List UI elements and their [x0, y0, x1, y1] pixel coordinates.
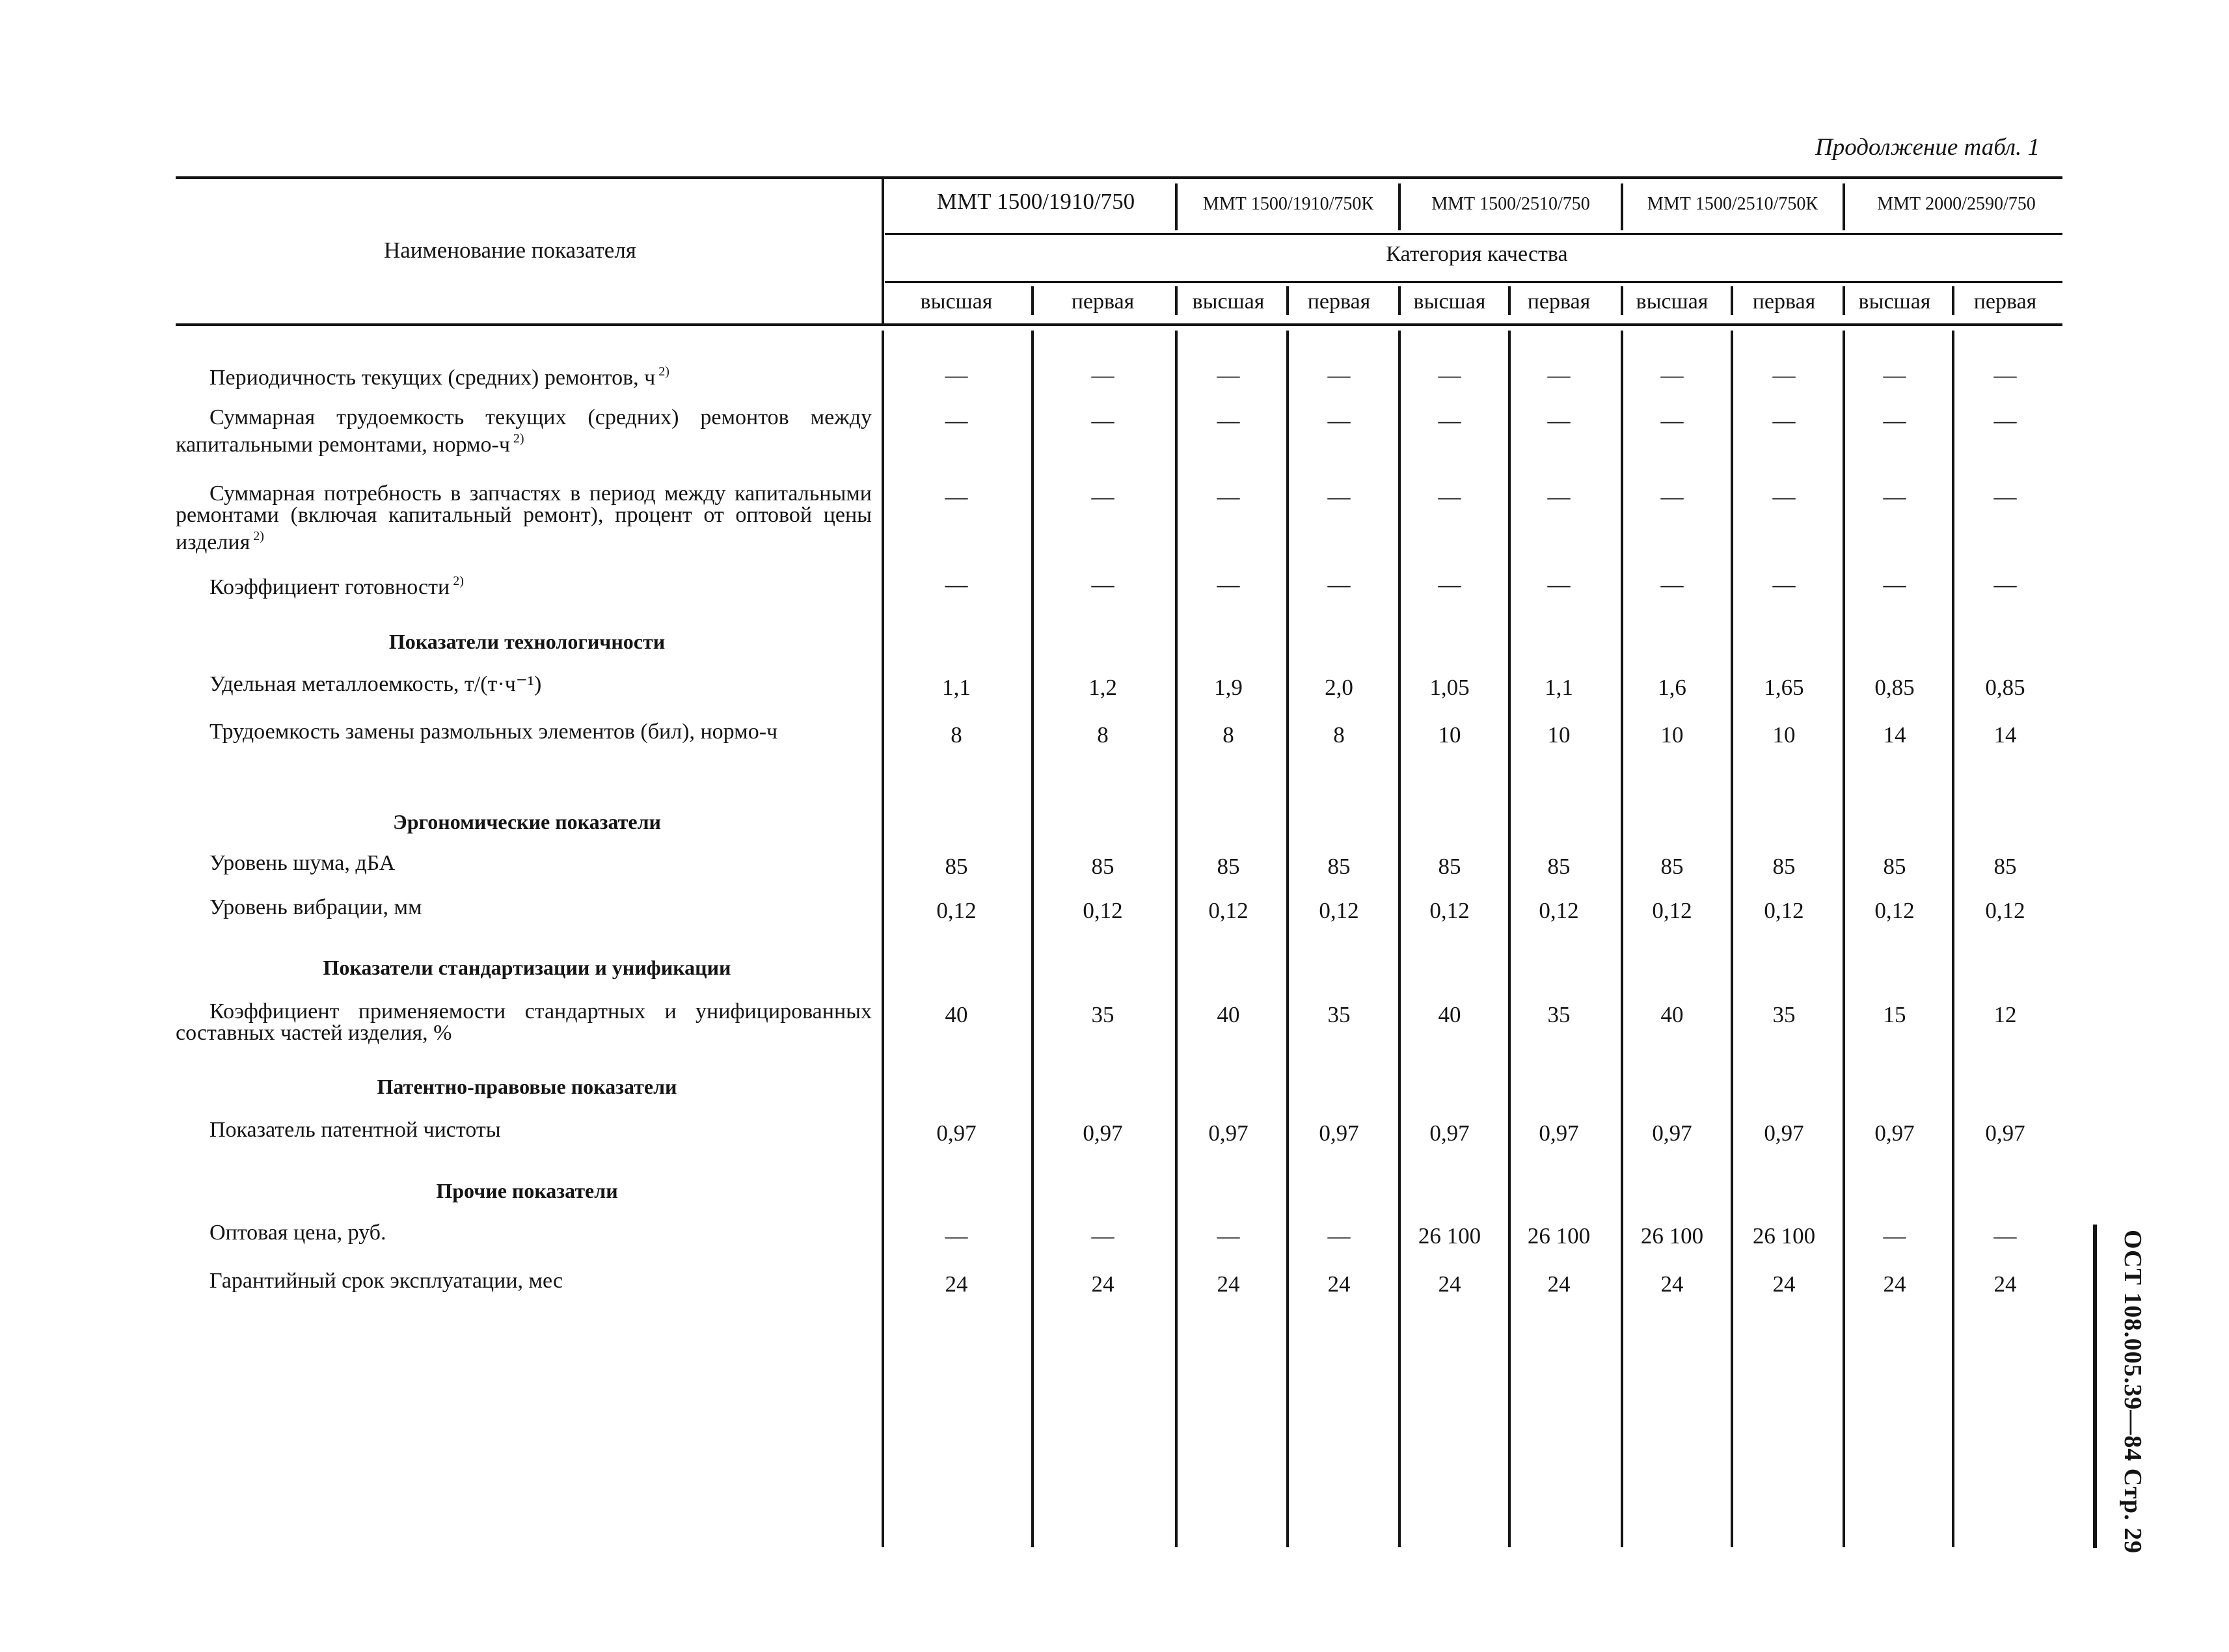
- table-cell: —: [945, 362, 968, 388]
- category-header-6: первая: [1527, 290, 1591, 314]
- table-cell: 0,97: [1429, 1120, 1470, 1146]
- table-cell: —: [1217, 572, 1240, 597]
- header-divider-model-2: [1175, 183, 1178, 230]
- indicator-name-text: Показатель патентной чистоты: [209, 1118, 501, 1142]
- table-cell: 24: [945, 1271, 968, 1297]
- indicator-name: [176, 483, 872, 553]
- table-cell: 0,12: [1764, 898, 1804, 923]
- table-cell: —: [1660, 572, 1684, 597]
- table-cell: 40: [945, 1002, 968, 1027]
- table-cell: 8: [951, 722, 962, 748]
- header-bottom-rule: [176, 323, 2062, 326]
- table-cell: 24: [1547, 1271, 1571, 1297]
- indicator-name: [176, 1270, 872, 1292]
- table-cell: 10: [1547, 722, 1571, 748]
- table-cell: 85: [1547, 854, 1571, 879]
- category-bottom-rule: [885, 281, 2062, 283]
- table-cell: 10: [1772, 722, 1796, 748]
- table-cell: 24: [1883, 1271, 1906, 1297]
- model-header-2: ММТ 1500/1910/750К: [1202, 194, 1374, 214]
- section-title: Показатели стандартизации и унификации: [323, 956, 731, 979]
- category-header-3: высшая: [1192, 290, 1265, 314]
- table-cell: —: [1993, 1223, 2017, 1249]
- table-cell: 0,12: [1539, 898, 1579, 923]
- table-cell: —: [1660, 484, 1684, 509]
- indicator-name: [176, 361, 872, 388]
- table-cell: —: [1217, 408, 1240, 433]
- category-divider-7: [1731, 286, 1733, 315]
- name-column-header: Наименование показателя: [384, 237, 636, 263]
- table-cell: 0,85: [1874, 675, 1915, 700]
- table-cell: 0,12: [1319, 898, 1359, 923]
- category-header-5: высшая: [1413, 290, 1486, 314]
- table-cell: 0,97: [1764, 1120, 1804, 1146]
- table-cell: —: [1993, 362, 2017, 388]
- table-cell: 10: [1660, 722, 1684, 748]
- table-cell: —: [1772, 484, 1796, 509]
- table-cell: —: [1772, 572, 1796, 597]
- table-cell: —: [1883, 1223, 1906, 1249]
- table-cell: 0,97: [936, 1120, 977, 1146]
- table-cell: 12: [1993, 1002, 2017, 1027]
- indicator-name: [176, 407, 872, 455]
- header-divider-name: [882, 178, 884, 325]
- table-cell: 10: [1438, 722, 1461, 748]
- table-cell: 85: [1883, 854, 1906, 879]
- table-cell: 14: [1883, 722, 1906, 748]
- table-cell: 1,2: [1088, 675, 1117, 700]
- indicator-name-text: Коэффициент готовности: [209, 575, 450, 599]
- table-cell: 24: [1091, 1271, 1114, 1297]
- table-cell: 1,6: [1658, 675, 1686, 700]
- category-divider-5: [1508, 286, 1511, 315]
- table-cell: 0,12: [1083, 898, 1123, 923]
- table-cell: —: [1993, 484, 2017, 509]
- table-cell: 1,65: [1764, 675, 1804, 700]
- section-title: Эргономические показатели: [393, 810, 661, 833]
- table-cell: —: [1660, 408, 1684, 433]
- body-column-line-6: [1508, 331, 1511, 1547]
- table-cell: —: [1547, 362, 1571, 388]
- table-cell: 26 100: [1418, 1223, 1481, 1249]
- table-cell: 40: [1438, 1002, 1461, 1027]
- table-cell: —: [1091, 572, 1114, 597]
- indicator-name-text: Суммарная потребность в запчастях в период между капитальными ремонтами (включая капитальный ремонт), процент от оптовой цены изделия: [176, 481, 872, 554]
- table-cell: —: [1547, 484, 1571, 509]
- category-divider-2: [1175, 286, 1178, 315]
- table-cell: 85: [1660, 854, 1684, 879]
- table-cell: —: [1091, 484, 1114, 509]
- table-cell: 0,97: [1083, 1120, 1123, 1146]
- table-cell: 0,97: [1208, 1120, 1249, 1146]
- table-cell: —: [1547, 408, 1571, 433]
- category-header-7: высшая: [1636, 290, 1709, 314]
- table-cell: —: [1091, 1223, 1114, 1249]
- indicator-name-text: Трудоемкость замены размольных элементов (бил), нормо-ч: [209, 720, 778, 744]
- indicator-name: [176, 571, 872, 598]
- table-cell: 0,12: [1208, 898, 1249, 923]
- category-header-8: первая: [1752, 290, 1816, 314]
- category-header-4: первая: [1307, 290, 1371, 314]
- table-cell: 0,97: [1539, 1120, 1579, 1146]
- indicator-name-text: Гарантийный срок эксплуатации, мес: [209, 1269, 563, 1293]
- body-column-line-10: [1952, 331, 1954, 1547]
- body-column-line-7: [1621, 331, 1623, 1547]
- body-column-line-8: [1731, 331, 1733, 1547]
- body-column-line-2: [1031, 331, 1034, 1547]
- footnote-mark: 2): [250, 529, 264, 543]
- table-cell: 14: [1993, 722, 2017, 748]
- body-column-line-9: [1843, 331, 1845, 1547]
- table-cell: —: [945, 484, 968, 509]
- table-cell: —: [1772, 362, 1796, 388]
- table-cell: 35: [1327, 1002, 1351, 1027]
- indicator-name-text: Суммарная трудоемкость текущих (средних) ремонтов между капитальными ремонтами, нормо-ч: [176, 405, 872, 457]
- table-cell: 1,9: [1214, 675, 1243, 700]
- table-cell: —: [1883, 408, 1906, 433]
- footnote-mark: 2): [450, 574, 464, 588]
- table-cell: 35: [1091, 1002, 1114, 1027]
- table-cell: 85: [1327, 854, 1351, 879]
- category-divider-8: [1843, 286, 1845, 315]
- table-cell: 85: [1091, 854, 1114, 879]
- model-header-3: ММТ 1500/2510/750: [1431, 194, 1590, 214]
- table-cell: —: [1883, 362, 1906, 388]
- table-cell: 0,97: [1985, 1120, 2025, 1146]
- table-cell: 0,12: [936, 898, 977, 923]
- table-cell: 1,1: [1545, 675, 1573, 700]
- indicator-name-text: Периодичность текущих (средних) ремонтов, ч: [209, 366, 656, 390]
- indicator-name-text: Уровень шума, дБА: [209, 851, 396, 875]
- table-cell: 1,1: [942, 675, 971, 700]
- table-cell: —: [1772, 408, 1796, 433]
- header-divider-model-3: [1398, 183, 1401, 230]
- table-cell: —: [1217, 1223, 1240, 1249]
- table-cell: —: [1547, 572, 1571, 597]
- table-cell: —: [1217, 362, 1240, 388]
- category-header-10: первая: [1973, 290, 2037, 314]
- indicator-name-text: Уровень вибрации, мм: [209, 895, 422, 919]
- table-cell: 85: [1772, 854, 1796, 879]
- header-divider-model-4: [1621, 183, 1623, 230]
- table-cell: 0,97: [1319, 1120, 1359, 1146]
- indicator-name-text: Коэффициент применяемости стандартных и унифицированных составных частей изделия, %: [176, 999, 872, 1045]
- category-divider-1: [1031, 286, 1034, 315]
- table-cell: —: [1660, 362, 1684, 388]
- table-cell: 1,05: [1429, 675, 1470, 700]
- table-cell: 85: [945, 854, 968, 879]
- body-column-line-4: [1286, 331, 1289, 1547]
- table-cell: —: [1327, 484, 1351, 509]
- table-cell: 85: [1438, 854, 1461, 879]
- table-cell: —: [1883, 572, 1906, 597]
- table-cell: —: [1091, 408, 1114, 433]
- table-cell: 24: [1660, 1271, 1684, 1297]
- model-header-4: ММТ 1500/2510/750К: [1647, 194, 1818, 214]
- indicator-name: [176, 673, 872, 695]
- table-cell: 0,97: [1652, 1120, 1692, 1146]
- table-cell: —: [945, 408, 968, 433]
- table-cell: 0,97: [1874, 1120, 1915, 1146]
- table-cell: 8: [1333, 722, 1345, 748]
- table-cell: —: [1993, 572, 2017, 597]
- category-divider-3: [1286, 286, 1289, 315]
- table-cell: —: [1993, 408, 2017, 433]
- table-cell: 0,12: [1429, 898, 1470, 923]
- table-cell: —: [945, 572, 968, 597]
- table-cell: —: [1327, 572, 1351, 597]
- model-header-5: ММТ 2000/2590/750: [1877, 194, 2036, 214]
- table-cell: 26 100: [1752, 1223, 1816, 1249]
- table-cell: 24: [1993, 1271, 2017, 1297]
- category-divider-4: [1398, 286, 1401, 315]
- table-cell: 26 100: [1640, 1223, 1704, 1249]
- category-divider-9: [1952, 286, 1954, 315]
- body-column-line-5: [1398, 331, 1401, 1547]
- table-cell: 24: [1772, 1271, 1796, 1297]
- table-cell: —: [1438, 362, 1461, 388]
- table-cell: —: [1217, 484, 1240, 509]
- category-top-rule: [885, 233, 2062, 235]
- table-cell: —: [1438, 408, 1461, 433]
- indicator-name: [176, 1001, 872, 1044]
- table-cell: 0,12: [1652, 898, 1692, 923]
- body-column-line-3: [1175, 331, 1178, 1547]
- category-header-1: высшая: [920, 290, 993, 314]
- indicator-name-text: Оптовая цена, руб.: [209, 1221, 386, 1245]
- table-cell: —: [1438, 484, 1461, 509]
- table-cell: 8: [1097, 722, 1109, 748]
- table-cell: 15: [1883, 1002, 1906, 1027]
- footnote-mark: 2): [655, 364, 669, 379]
- body-column-line-1: [882, 331, 884, 1547]
- table-cell: 40: [1660, 1002, 1684, 1027]
- table-cell: 0,12: [1985, 898, 2025, 923]
- indicator-name: [176, 897, 872, 918]
- table-cell: 40: [1217, 1002, 1240, 1027]
- section-title: Прочие показатели: [436, 1179, 618, 1202]
- category-divider-6: [1621, 286, 1623, 315]
- header-divider-model-5: [1843, 183, 1845, 230]
- section-title: Показатели технологичности: [388, 630, 666, 653]
- model-header-1: ММТ 1500/1910/750: [936, 189, 1135, 214]
- table-cell: 35: [1547, 1002, 1571, 1027]
- table-cell: 24: [1217, 1271, 1240, 1297]
- quality-category-label: Категория качества: [1386, 242, 1568, 266]
- table-cell: —: [1438, 572, 1461, 597]
- category-header-9: высшая: [1858, 290, 1931, 314]
- table-cell: 26 100: [1527, 1223, 1591, 1249]
- table-cell: —: [1883, 484, 1906, 509]
- table-cell: —: [1327, 408, 1351, 433]
- indicator-name: [176, 1222, 872, 1243]
- indicator-name: [176, 721, 872, 742]
- indicator-name: [176, 1119, 872, 1141]
- table-cell: 24: [1438, 1271, 1461, 1297]
- category-header-2: первая: [1071, 290, 1135, 314]
- table-cell: —: [1327, 1223, 1351, 1249]
- continuation-note: Продолжение табл. 1: [1815, 134, 2040, 161]
- table-cell: —: [1327, 362, 1351, 388]
- table-cell: 85: [1217, 854, 1240, 879]
- footnote-mark: 2): [509, 431, 524, 446]
- table-cell: 24: [1327, 1271, 1351, 1297]
- table-cell: —: [945, 1223, 968, 1249]
- table-cell: 85: [1993, 854, 2017, 879]
- table-cell: 2,0: [1325, 675, 1353, 700]
- table-cell: —: [1091, 362, 1114, 388]
- indicator-name-text: Удельная металлоемкость, т/(т·ч⁻¹): [209, 672, 542, 696]
- table-cell: 35: [1772, 1002, 1796, 1027]
- section-title: Патентно-правовые показатели: [377, 1075, 677, 1098]
- stamp-rule: [2093, 1225, 2097, 1548]
- table-cell: 0,12: [1874, 898, 1915, 923]
- table-cell: 8: [1223, 722, 1234, 748]
- table-cell: 0,85: [1985, 675, 2025, 700]
- standard-stamp: ОСТ 108.005.39—84 Стр. 29: [2119, 1230, 2146, 1554]
- table-top-rule: [176, 176, 2062, 179]
- indicator-name: [176, 852, 872, 874]
